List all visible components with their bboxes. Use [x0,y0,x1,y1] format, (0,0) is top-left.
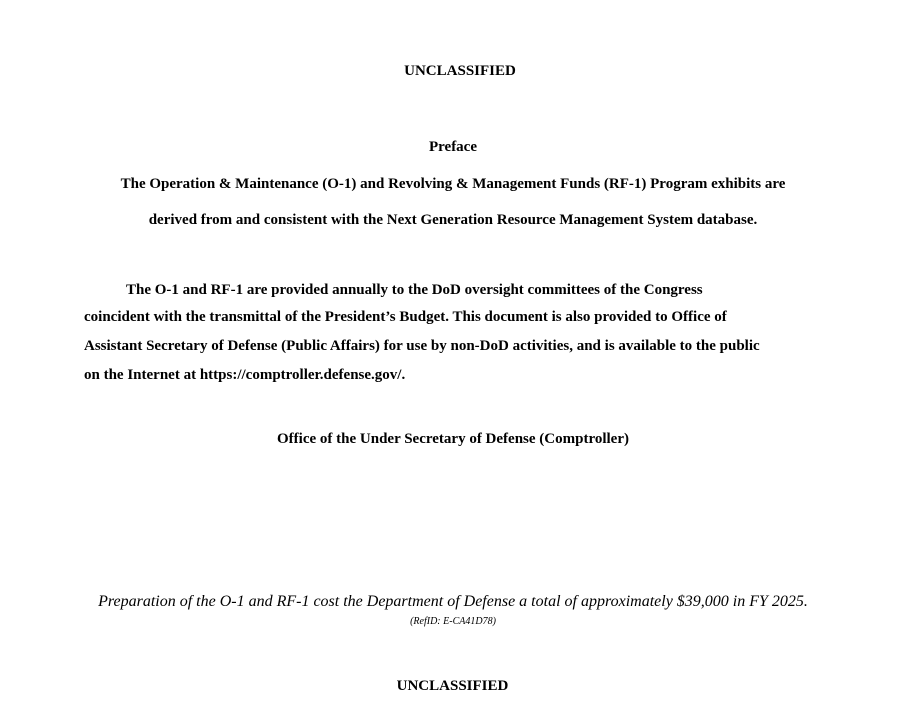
intro-line-1: The Operation & Maintenance (O-1) and Revolving & Management Funds (RF-1) Program exhibits are [120,176,786,192]
intro-line-2: derived from and consistent with the Next Generation Resource Management System database. [148,212,758,228]
body-line-2: coincident with the transmittal of the President’s Budget. This document is also provided to Office of [84,309,727,325]
body-line-3: Assistant Secretary of Defense (Public Affairs) for use by non-DoD activities, and is available to the public [84,338,760,354]
classification-footer: UNCLASSIFIED [396,678,509,694]
classification-header: UNCLASSIFIED [404,63,516,79]
ref-id: (RefID: E-CA41D78) [410,616,496,627]
cost-statement: Preparation of the O-1 and RF-1 cost the Department of Defense a total of approximately $39,000 in FY 2025. [98,593,808,610]
office-signature: Office of the Under Secretary of Defense (Comptroller) [277,431,629,447]
body-line-1: The O-1 and RF-1 are provided annually to the DoD oversight committees of the Congress [126,282,703,298]
body-line-4: on the Internet at https://comptroller.defense.gov/. [84,367,406,383]
page-title: Preface [428,139,478,155]
